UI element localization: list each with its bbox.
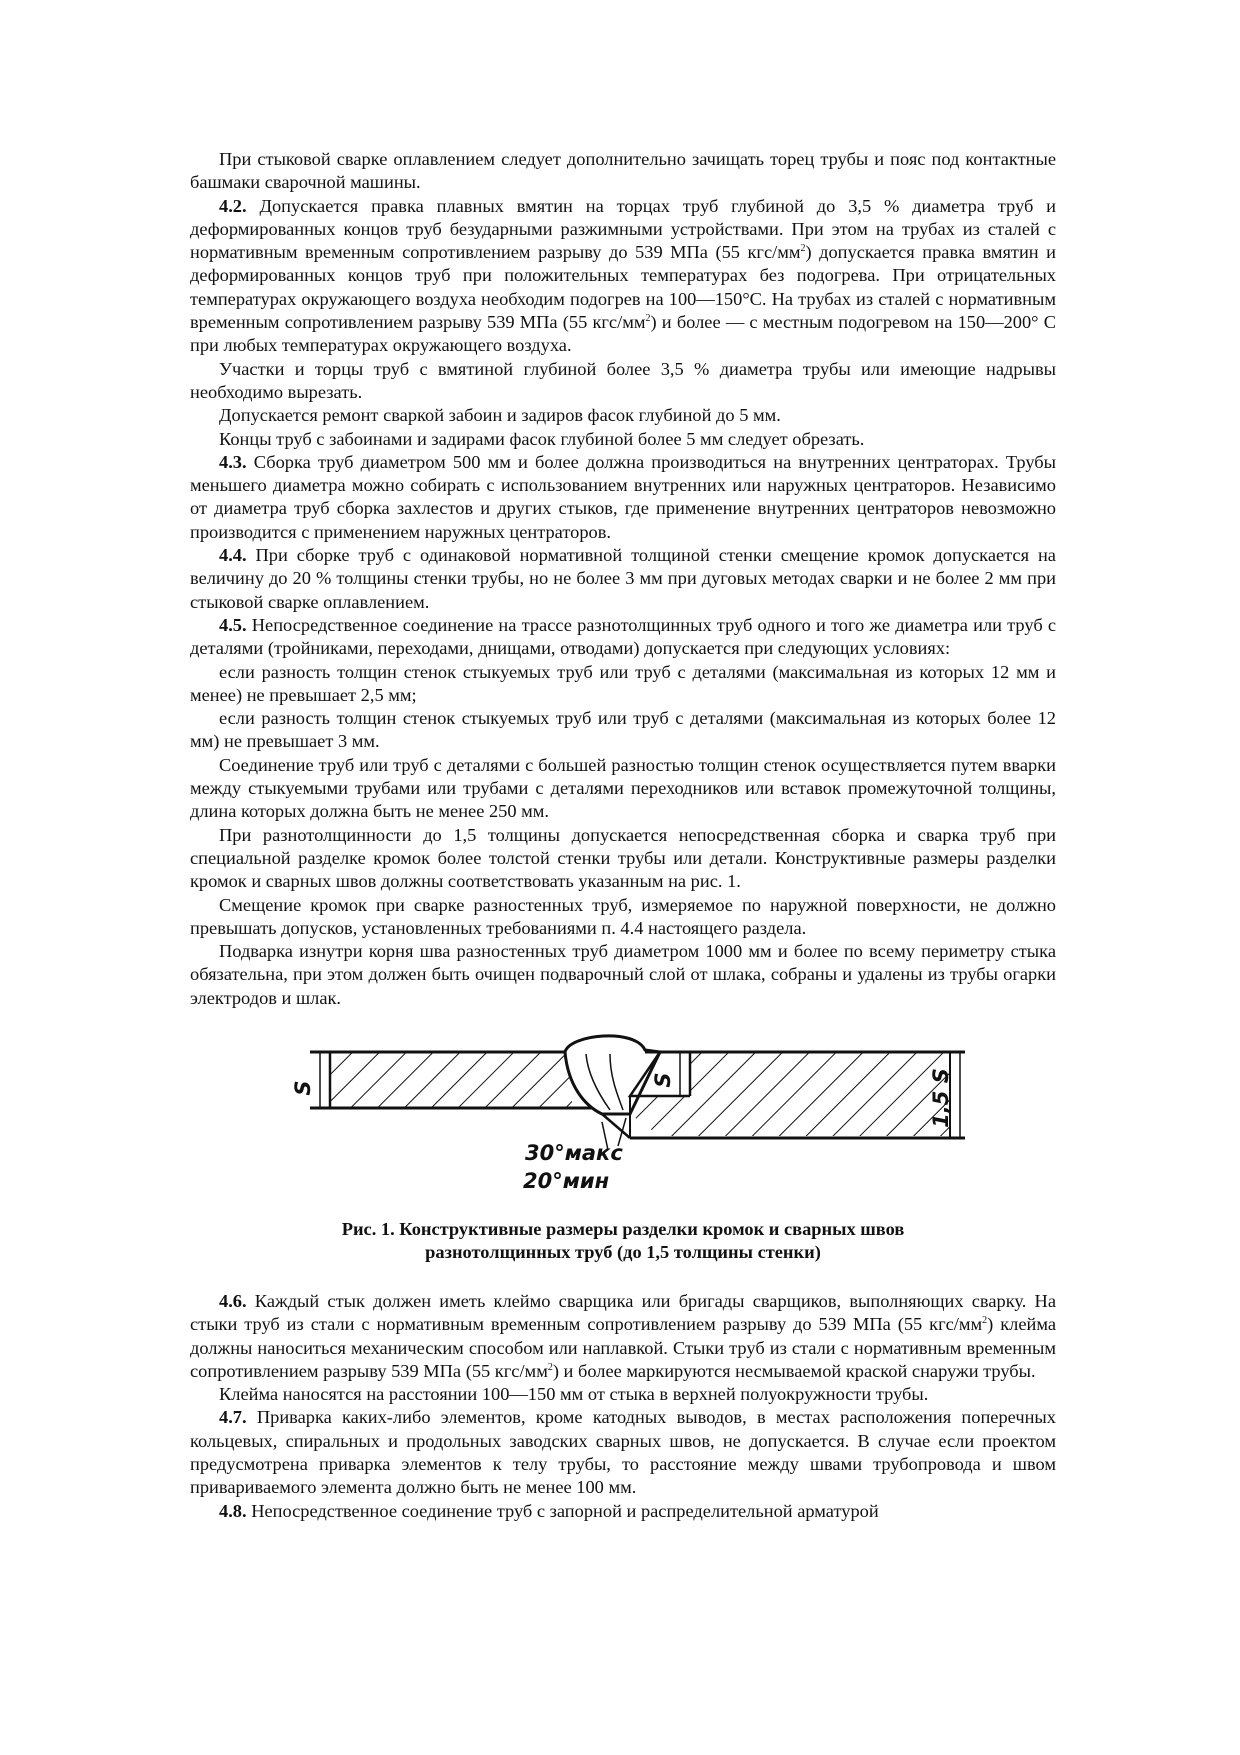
figure-caption [190, 1218, 1056, 1264]
right-pipe-wall [602, 1052, 965, 1138]
top-text [190, 148, 1056, 1010]
label-1-5-s: 1,5 S [929, 1068, 953, 1128]
paragraph-intro: При стыковой сварке оплавлением следует дополнительно зачищать торец трубы и пояс под контактные башмаки сварочной машины. [190, 149, 1056, 193]
label-s-middle: S [651, 1072, 675, 1088]
clause-number: 4.4. [219, 545, 247, 566]
paragraph-4-8: 4.8. Непосредственное соединение труб с запорной и распределительной арматурой [219, 1500, 879, 1521]
paragraph-condition-2: если разность толщин стенок стыкуемых труб или труб с деталями (максимальная из которых более 12 мм) не превышает 3 мм. [190, 708, 1056, 752]
paragraph-4-4: 4.4. При сборке труб с одинаковой нормативной толщиной стенки смещение кромок допускается на величину до 20 % толщины стенки трубы, но не более 3 мм при дуговых методах сварки и не более 2 мм при стыковой сварке оплавлением. [190, 545, 1056, 612]
paragraph-4-6: 4.6. Каждый стык должен иметь клеймо сварщика или бригады сварщиков, выполняющих сварку. На стыки труб из стали с нормативным временным сопротивлением разрыву до 539 МПа (55 кгс/$мм^2$) клейма должны наноситься механическим способом или наплавкой. Стыки труб из стали с нормативным временным сопротивлением разрыву 539 МПа (55 кгс/$мм^2$) и более маркируются несмываемой краской снаружи трубы. [190, 1290, 1056, 1381]
paragraph-4-2: 4.2. Допускается правка плавных вмятин на торцах труб глубиной до 3,5 % диаметра труб и деформированных концов труб безударными разжимными устройствами. При этом на трубах из сталей с нормативным временным сопротивлением разрыву до 539 МПа (55 кгс/$мм^2$) допускается правка вмятин и деформированных концов труб при положительных температурах без подогрева. При отрицательных температурах окружающего воздуха необходим подогрев на 100—150°С. На трубах из сталей с нормативным временным сопротивлением разрыву 539 МПа (55 кгс/$мм^2$) и более — с местным подогревом на 150—200° С при любых температурах окружающего воздуха. [190, 195, 1056, 356]
caption-line-1: Рис. 1. Конструктивные размеры разделки кромок и сварных швов [341, 1218, 905, 1239]
clause-number: 4.3. [219, 451, 247, 472]
figure-weld-joint [190, 1026, 1056, 1204]
paragraph-condition-1: если разность толщин стенок стыкуемых труб или труб с деталями (максимальная из которых 12 мм и менее) не превышает 2,5 мм; [190, 661, 1056, 705]
clause-number: 4.2. [219, 195, 247, 216]
paragraph-offset: Смещение кромок при сварке разностенных труб, измеряемое по наружной поверхности, не должно превышать допусков, установленных требованиями п. 4.4 настоящего раздела. [190, 894, 1056, 938]
clause-number: 4.5. [219, 614, 247, 635]
paragraph-dents: Участки и торцы труб с вмятиной глубиной более 3,5 % диаметра трубы или имеющие надрывы необходимо вырезать. [190, 358, 1056, 402]
paragraph-cut: Концы труб с забоинами и задирами фасок глубиной более 5 мм следует обрезать. [219, 428, 865, 449]
paragraph-thickness: При разнотолщинности до 1,5 толщины допускается непосредственная сборка и сварка труб при специальной разделке кромок более толстой стенки трубы или детали. Конструктивные размеры разделки кромок и сварных швов должны соответствовать указанным на рис. 1. [190, 824, 1056, 892]
paragraph-root-weld: Подварка изнутри корня шва разностенных труб диаметром 1000 мм и более по всему периметру стыка обязательна, при этом должен быть очищен подварочный слой от шлака, собраны и удалены из трубы огарки электродов и шлак. [190, 941, 1056, 1008]
paragraph-4-3: 4.3. Сборка труб диаметром 500 мм и более должна производиться на внутренних центраторах. Трубы меньшего диаметра можно собирать с использованием внутренних или наружных центраторов. Независимо от диаметра труб сборка захлестов и других стыков, где применение внутренних центраторов невозможно производится с применением наружных центраторов. [190, 451, 1056, 542]
clause-number: 4.7. [219, 1407, 247, 1428]
label-angle-max: 30°макс [525, 1140, 623, 1165]
label-angle-min: 20°мин [523, 1168, 610, 1193]
paragraph-inserts: Соединение труб или труб с деталями с большей разностью толщин стенок осуществляется путем вварки между стыкуемыми трубами или трубами с деталями переходников или вставок промежуточной толщины, длина которых должна быть не менее 250 мм. [190, 754, 1056, 822]
weld-joint-drawing [190, 1026, 1056, 1204]
paragraph-stamps: Клейма наносятся на расстоянии 100—150 мм от стыка в верхней полуокружности трубы. [219, 1384, 929, 1405]
paragraph-4-5: 4.5. Непосредственное соединение на трассе разнотолщинных труб одного и того же диаметра или труб с деталями (тройниками, переходами, днищами, отводами) допускается при следующих условиях: [190, 614, 1056, 659]
bottom-text [190, 1290, 1056, 1523]
label-s-left: S [291, 1080, 315, 1096]
clause-number: 4.6. [219, 1290, 247, 1311]
paragraph-repair: Допускается ремонт сваркой забоин и задиров фасок глубиной до 5 мм. [219, 405, 781, 426]
paragraph-4-7: 4.7. Приварка каких-либо элементов, кроме катодных выводов, в местах расположения поперечных кольцевых, спиральных и продольных заводских сварных швов, не допускается. В случае если проектом предусмотрена приварка элементов к телу трубы, то расстояние между швами трубопровода и швом привариваемого элемента должно быть не менее 100 мм. [190, 1407, 1056, 1498]
clause-number: 4.8. [219, 1500, 247, 1521]
caption-line-2: разнотолщинных труб (до 1,5 толщины стенки) [425, 1241, 821, 1262]
document-page [190, 148, 1056, 1523]
